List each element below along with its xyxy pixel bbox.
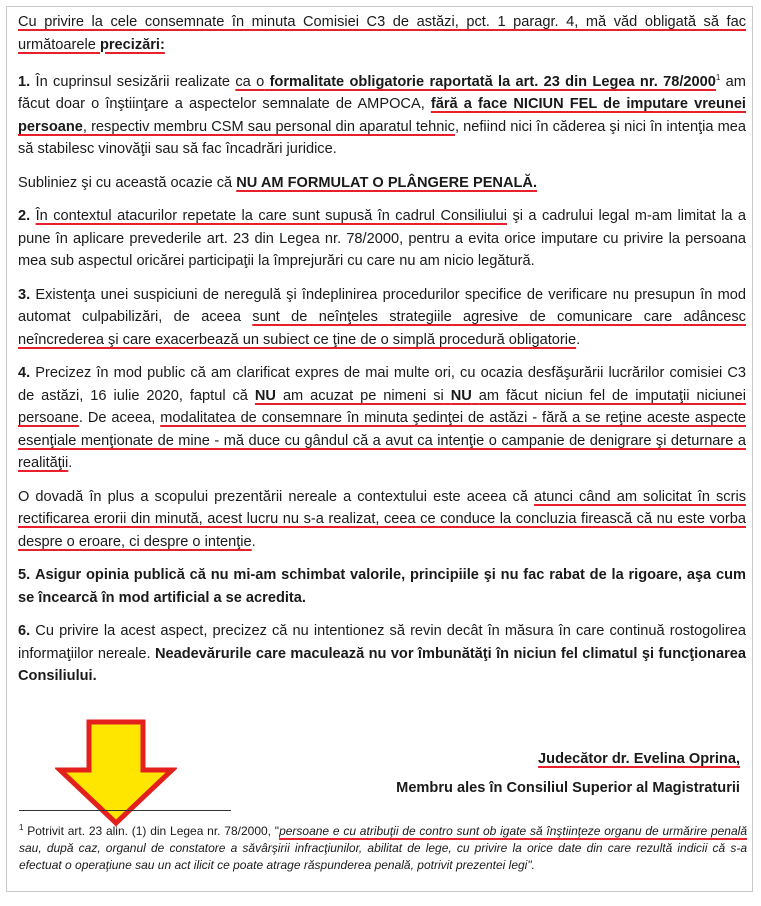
paragraph-5: 5. Asigur opinia publică că nu mi-am schimbat valorile, principiile şi nu fac rabat de la rigoare, aşa cum se încearcă în mod artificial a se acredita.: [18, 567, 746, 606]
paragraph-4-proof: O dovadă în plus a scopului prezentării nereale a contextului este aceea că atunci când am solicitat în scris rectificarea erorii din minută, acest lucru nu s-a realizat, ceea ce conduce la concluzia firească că nu este vorba despre o eroare, ci despre o intenţie.: [18, 488, 746, 550]
paragraph-3: 3. Existenţa unei suspiciuni de neregulă şi îndeplinirea procedurilor specifice de verificare nu presupun în mod automat culpabilizări, de aceea sunt de neînţeles strategiile agresive de comunicare care adâncesc neîncrederea şi care exacerbează un subiect ce ţine de o simplă procedură obligatorie.: [18, 286, 746, 348]
paragraph-1: 1. În cuprinsul sesizării realizate ca o formalitate obligatorie raportată la art. 23 din Legea nr. 78/2000$^1$ am făcut doar o înştiinţare a aspectelor semnalate de AMPOCA, fără a face NICIUN FEL de imputare vreunei persoane, respectiv membru CSM sau personal din aparatul tehnic, nefiind nici în căderea şi nici în intenţia mea să stabilesc vinovăţii sau să fac încadrări juridice.: [18, 73, 746, 158]
footnote-mark: 1: [19, 823, 24, 832]
footnote-reference: 1: [715, 73, 721, 82]
intro-paragraph: [18, 11, 746, 56]
footnote-separator: [19, 810, 231, 811]
paragraph-1-emphasis: Subliniez şi cu această ocazie că NU AM FORMULAT O PLÂNGERE PENALĂ.: [18, 174, 538, 191]
paragraph-number: 4.: [18, 365, 31, 382]
paragraph-4: 4. Precizez în mod public că am clarificat expres de mai multe ori, cu ocazia desfăşurării lucrărilor comisiei C3 de astăzi, 16 iulie 2020, faptul că NU am acuzat pe nimeni si NU am făcut niciun fel de imputaţii niciunei persoane. De aceea, modalitatea de consemnare în minuta şedinţei de astăzi - fără a se reţine aceste aspecte esenţiale menţionate de mine - mă duce cu gândul că a avut ca intenţie o campanie de denigrare şi deturnare a realităţii.: [18, 365, 746, 472]
document-body: [18, 11, 746, 699]
footnote: $^1$ Potrivit art. 23 alin. (1) din Legea nr. 78/2000, "persoane e cu atribuţii de contro sunt ob igate să înştiinţeze organu de urmărire penală sau, după caz, organul de constatore a săvârşirii infracţiunilor, abilitat de lege, cu privire la orice date din care rezultă indicii că s-a efectuat o operaţiune sau un act ilicit ce poate atrage răspunderea penală, potrivit prezentei legi".: [19, 823, 747, 872]
paragraph-number: 3.: [18, 286, 31, 303]
paragraph-number: 6.: [18, 623, 31, 640]
document-page: [6, 6, 753, 892]
signature-block: [396, 751, 740, 796]
signature-role: Membru ales în Consiliul Superior al Magistraturii: [396, 780, 740, 796]
paragraph-number: 1.: [18, 73, 31, 90]
paragraph-2: 2. În contextul atacurilor repetate la care sunt supusă în cadrul Consiliului şi a cadrului legal m-am limitat la a pune în aplicare prevederile art. 23 din Legea nr. 78/2000, pentru a evita orice imputare cu privire la persoana mea sub aspectul oricărei participaţii la împrejurări cu care nu am nicio legătură.: [18, 208, 746, 270]
signature-name: Judecător dr. Evelina Oprina,: [538, 751, 740, 767]
intro-underlined: Cu privire la cele consemnate în minuta Comisiei C3 de astăzi, pct. 1 paragr. 4, mă văd obligată să fac următoarele precizări:: [18, 14, 746, 53]
paragraph-number: 2.: [18, 208, 31, 225]
paragraph-number: 5.: [18, 567, 31, 584]
down-arrow-icon: [55, 718, 177, 828]
paragraph-6: 6. Cu privire la acest aspect, precizez că nu intentionez să revin decât în măsura în care continuă rostogolirea informaţiilor nereale. Neadevărurile care maculează nu vor îmbunătăţi în niciun fel climatul şi funcţionarea Consiliului.: [18, 623, 747, 685]
